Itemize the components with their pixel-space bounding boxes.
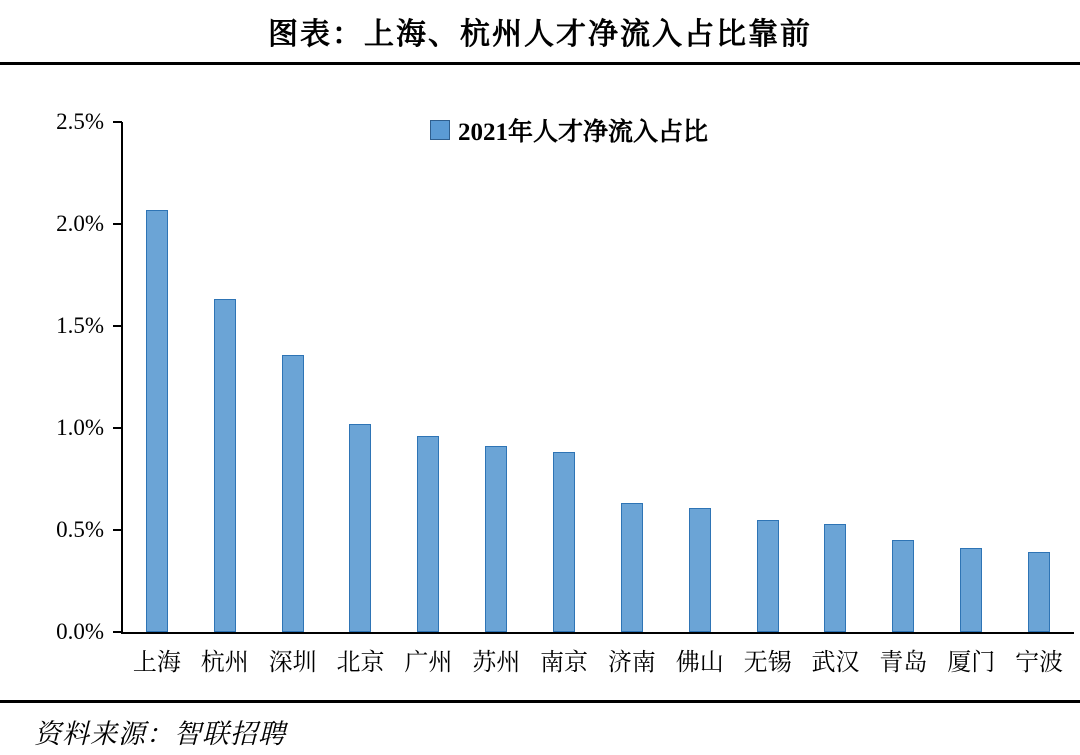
bar-slot [530,122,598,632]
y-tick-label: 0.5% [56,517,104,542]
bar[interactable] [214,299,236,632]
x-tick-label: 佛山 [675,650,724,676]
x-tick-label: 青岛 [879,650,928,676]
x-tick-label: 无锡 [743,650,792,676]
y-tick-mark [113,529,122,531]
y-tick-label: 2.5% [56,109,104,134]
y-tick-label: 0.0% [56,619,104,644]
bar[interactable] [960,548,982,632]
bar-slot [869,122,937,632]
bar[interactable] [824,524,846,632]
x-axis-labels [123,642,1073,686]
bar-slot [1005,122,1073,632]
page-title: 图表：上海、杭州人才净流入占比靠前 [268,18,812,51]
bar-slot [802,122,870,632]
bar[interactable] [689,508,711,632]
x-tick-label: 深圳 [268,650,317,676]
x-tick-label: 广州 [404,650,453,676]
bar-slot [191,122,259,632]
y-tick-label: 2.0% [56,211,104,236]
chart-container [0,66,1080,696]
x-tick-label: 宁波 [1015,650,1064,676]
bar-slot [937,122,1005,632]
x-tick-label: 北京 [336,650,385,676]
legend-label: 2021年人才净流入占比 [458,119,709,146]
bar-slot [123,122,191,632]
bar[interactable] [892,540,914,632]
y-tick-label: 1.5% [56,313,104,338]
y-tick-mark [113,325,122,327]
bar-slot [394,122,462,632]
x-tick-label: 南京 [540,650,589,676]
y-tick-label: 1.0% [56,415,104,440]
y-tick-mark [113,223,122,225]
bar[interactable] [621,503,643,632]
bar-slot [259,122,327,632]
bar[interactable] [417,436,439,632]
bar[interactable] [349,424,371,632]
bar-slot [598,122,666,632]
bar[interactable] [485,446,507,632]
y-tick-mark [113,121,122,123]
source-note: 资料来源：智联招聘 [34,719,286,749]
bar[interactable] [757,520,779,632]
bar-slot [666,122,734,632]
bar[interactable] [282,355,304,632]
x-tick-label: 上海 [132,650,181,676]
title-divider-top [0,62,1080,65]
y-tick-mark [113,427,122,429]
x-axis-line [121,632,1074,634]
bar-series [123,122,1073,632]
x-tick-label: 苏州 [472,650,521,676]
source-divider [0,700,1080,703]
bar[interactable] [146,210,168,632]
x-tick-label: 济南 [607,650,656,676]
x-tick-label: 厦门 [947,650,996,676]
bar-slot [462,122,530,632]
y-axis-labels [0,66,104,696]
bar[interactable] [1028,552,1050,632]
bar-slot [734,122,802,632]
page-title-band [0,0,1080,62]
x-tick-label: 武汉 [811,650,860,676]
bar[interactable] [553,452,575,632]
y-tick-mark [113,631,122,633]
bar-slot [327,122,395,632]
x-tick-label: 杭州 [200,650,249,676]
